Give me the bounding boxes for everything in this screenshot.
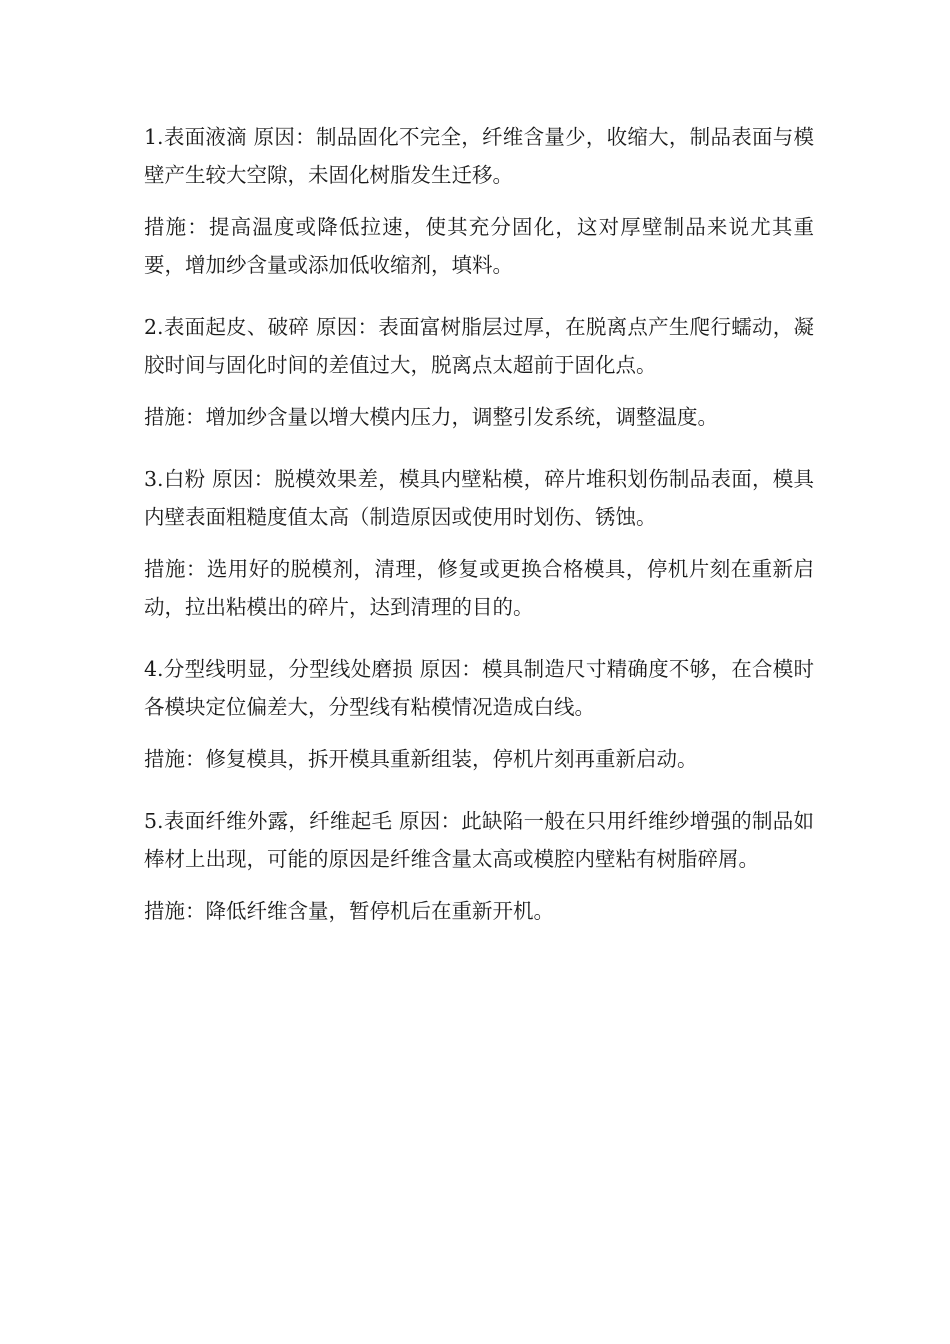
- defect-cause-paragraph: 3.白粉 原因：脱模效果差，模具内壁粘模，碎片堆积划伤制品表面，模具内壁表面粗糙度值太高（制造原因或使用时划伤、锈蚀。: [144, 467, 814, 529]
- defect-cause-paragraph: 2.表面起皮、破碎 原因：表面富树脂层过厚，在脱离点产生爬行蠕动，凝胶时间与固化时间的差值过大，脱离点太超前于固化点。: [144, 315, 814, 377]
- defect-measure-paragraph: 措施：降低纤维含量，暂停机后在重新开机。: [144, 899, 554, 923]
- defect-section-2: [144, 308, 814, 436]
- defect-cause-paragraph: 5.表面纤维外露，纤维起毛 原因：此缺陷一般在只用纤维纱增强的制品如棒材上出现，可能的原因是纤维含量太高或模腔内壁粘有树脂碎屑。: [144, 809, 814, 871]
- defect-section-3: [144, 460, 814, 626]
- document-body: [144, 118, 814, 954]
- defect-measure-paragraph: 措施：选用好的脱模剂，清理，修复或更换合格模具，停机片刻在重新启动，拉出粘模出的碎片，达到清理的目的。: [144, 557, 814, 619]
- defect-measure-paragraph: 措施：修复模具，拆开模具重新组装，停机片刻再重新启动。: [144, 747, 698, 771]
- defect-measure-paragraph: 措施：增加纱含量以增大模内压力，调整引发系统，调整温度。: [144, 405, 718, 429]
- defect-section-1: [144, 118, 814, 284]
- defect-cause-paragraph: 1.表面液滴 原因：制品固化不完全，纤维含量少，收缩大，制品表面与模壁产生较大空隙，未固化树脂发生迁移。: [144, 125, 814, 187]
- defect-measure-paragraph: 措施：提高温度或降低拉速，使其充分固化，这对厚壁制品来说尤其重要，增加纱含量或添加低收缩剂，填料。: [144, 215, 814, 277]
- defect-section-5: [144, 802, 814, 930]
- defect-section-4: [144, 650, 814, 778]
- defect-cause-paragraph: 4.分型线明显，分型线处磨损 原因：模具制造尺寸精确度不够，在合模时各模块定位偏差大，分型线有粘模情况造成白线。: [144, 657, 814, 719]
